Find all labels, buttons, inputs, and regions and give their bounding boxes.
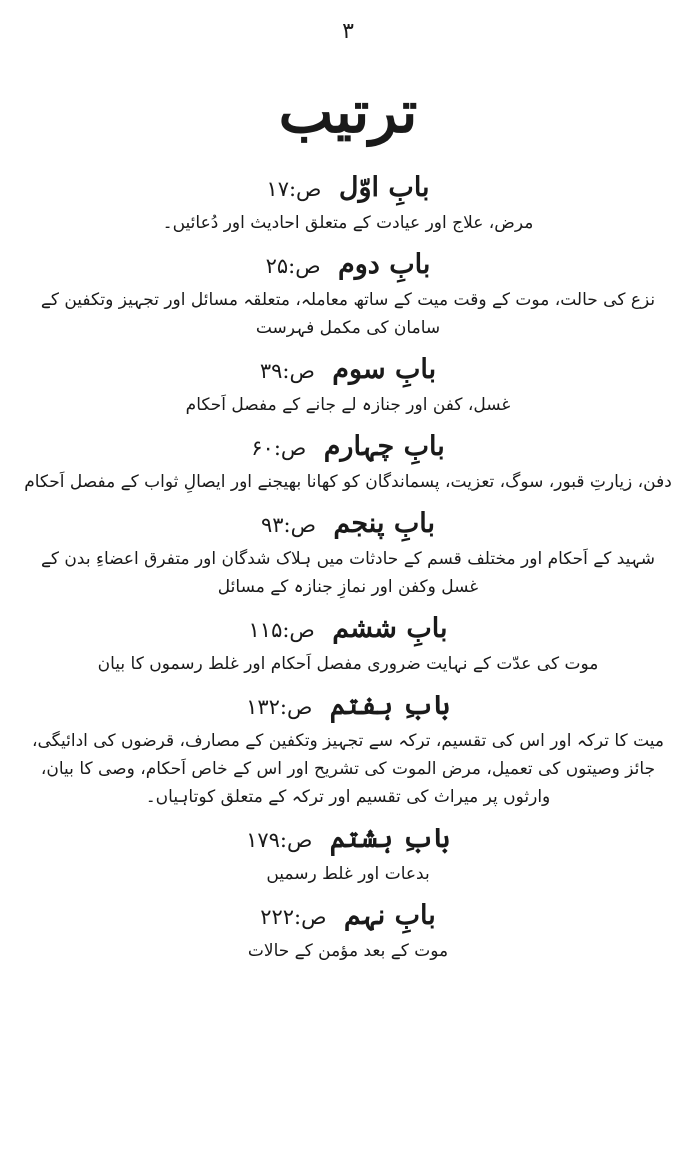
page-number: ۳ [342, 19, 354, 44]
chapter-page-ref: ص:۶۰ [251, 436, 307, 460]
chapter-page-ref: ص:۲۵ [265, 254, 321, 278]
chapter-page-ref: ص:۹۳ [260, 513, 316, 537]
chapter-description: موت کے بعد مؤمن کے حالات [247, 941, 449, 961]
chapter-entry-5 [18, 504, 678, 601]
chapter-page-ref: ص:۲۲۲ [260, 905, 327, 929]
chapter-title: بابِ چہارم [323, 431, 445, 462]
chapter-page-ref: ص:۱۳۲ [246, 695, 313, 719]
chapter-entry-6 [18, 609, 678, 678]
chapter-title: بابِ اوّل [338, 172, 430, 203]
chapter-title: بابِ ششم [332, 613, 448, 644]
chapter-page-ref: ص:۱۱۵ [248, 618, 315, 642]
chapter-page-ref: ص:۱۷ [266, 177, 322, 201]
chapter-entry-8 [18, 819, 678, 888]
chapter-heading [18, 609, 678, 650]
chapter-description: بدعات اور غلط رسمیں [266, 864, 430, 884]
chapter-entry-2 [18, 245, 678, 342]
page-title: ترتیب [278, 78, 418, 146]
chapter-heading [18, 427, 678, 468]
chapter-entry-9 [18, 896, 678, 965]
chapter-description: دفن، زیارتِ قبور، سوگ، تعزیت، پسماندگان کو کھانا بھیجنے اور ایصالِ ثواب کے مفصل اَحکام [24, 472, 672, 492]
chapter-description: مرض، علاج اور عیادت کے متعلق احادیث اور دُعائیں۔ [162, 213, 534, 233]
chapter-heading [18, 504, 678, 545]
chapter-entry-3 [18, 350, 678, 419]
chapter-page-ref: ص:۱۷۹ [246, 828, 313, 852]
chapter-heading [18, 686, 678, 727]
chapter-description: غسل، کفن اور جنازہ لے جانے کے مفصل اَحکام [185, 395, 511, 415]
chapter-page-ref: ص:۳۹ [259, 359, 315, 383]
chapter-heading [18, 819, 678, 860]
chapter-entry-1 [18, 168, 678, 237]
chapter-entry-7 [18, 686, 678, 811]
chapter-description: موت کی عدّت کے نہایت ضروری مفصل اَحکام اور غلط رسموں کا بیان [97, 654, 599, 674]
chapter-title: بابِ ہفتم [329, 690, 450, 721]
table-of-contents [18, 168, 678, 965]
chapter-title: بابِ سوم [332, 354, 437, 385]
chapter-heading [18, 168, 678, 209]
chapter-heading [18, 245, 678, 286]
chapter-heading [18, 896, 678, 937]
chapter-heading [18, 350, 678, 391]
chapter-title: بابِ دوم [338, 249, 431, 280]
chapter-entry-4 [18, 427, 678, 496]
chapter-description: میت کا ترکہ اور اس کی تقسیم، ترکہ سے تجہیز وتکفین کے مصارف، قرضوں کی ادائیگی، جائز وصیتوں کی تعمیل، مرض الموت کی تشریح اور اس کے خاص اَحکام، وصی کا بیان، وارثوں پر میراث کی تقسیم اور ترکہ کے متعلق کوتاہیاں۔ [31, 731, 665, 807]
chapter-description: شہید کے اَحکام اور مختلف قسم کے حادثات میں ہلاک شدگان اور متفرق اعضاءِ بدن کے غسل وکفن اور نمازِ جنازہ کے مسائل [40, 549, 656, 597]
chapter-title: بابِ ہشتم [329, 823, 450, 854]
chapter-title: بابِ نہم [343, 900, 436, 931]
chapter-description: نزع کی حالت، موت کے وقت میت کے ساتھ معاملہ، متعلقہ مسائل اور تجہیز وتکفین کے سامان کی مکمل فہرست [40, 290, 656, 338]
chapter-title: بابِ پنجم [333, 508, 436, 539]
